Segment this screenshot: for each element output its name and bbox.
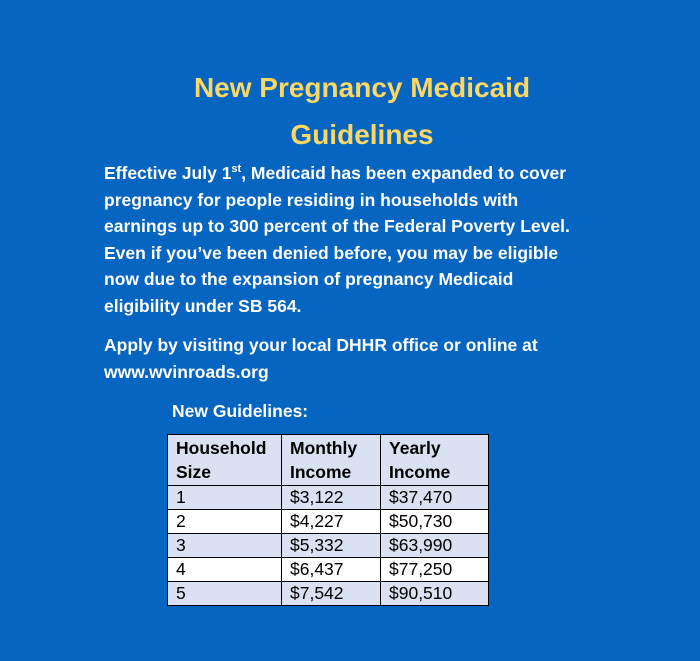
yearly-income-cell: $77,250 [381, 558, 489, 582]
monthly-income-cell: $6,437 [282, 558, 381, 582]
household-size-cell: 2 [168, 510, 282, 534]
intro-line-1 [104, 160, 624, 187]
monthly-income-cell: $7,542 [282, 582, 381, 606]
yearly-income-cell: $50,730 [381, 510, 489, 534]
header-household-size [168, 435, 282, 486]
apply-paragraph [104, 332, 624, 385]
household-size-cell: 4 [168, 558, 282, 582]
ordinal-suffix: st [231, 163, 242, 175]
monthly-income-cell: $4,227 [282, 510, 381, 534]
guidelines-label: New Guidelines: [172, 401, 309, 421]
intro-line-2: pregnancy for people residing in households with [104, 189, 519, 210]
intro-line-3: earnings up to 300 percent of the Federal Poverty Level. [104, 216, 570, 236]
header-yearly-income [381, 435, 489, 486]
apply-website: www.wvinroads.org [104, 361, 269, 382]
monthly-income-cell: $5,332 [282, 534, 381, 558]
household-size-cell: 5 [168, 582, 282, 606]
intro-line-5: now due to the expansion of pregnancy Medicaid [104, 269, 514, 289]
intro-line-6: eligibility under SB 564. [104, 295, 302, 316]
header-cell-line: Income [389, 462, 451, 482]
intro-line-1-end: , Medicaid has been expanded to cover [241, 163, 567, 183]
header-cell-line: Monthly [290, 438, 358, 458]
monthly-income-cell: $3,122 [282, 486, 381, 510]
header-cell-line: Size [176, 462, 212, 482]
title-line-1: New Pregnancy Medicaid [193, 72, 531, 103]
table-row [168, 558, 489, 582]
apply-line-1: Apply by visiting your local DHHR office or online at [104, 335, 538, 355]
header-cell-line: Household [176, 438, 267, 458]
page-title [0, 64, 700, 158]
intro-paragraph [104, 160, 624, 319]
table-header-row [168, 435, 489, 486]
header-cell-line: Income [290, 462, 352, 482]
household-size-cell: 1 [168, 486, 282, 510]
yearly-income-cell: $37,470 [381, 486, 489, 510]
yearly-income-cell: $63,990 [381, 534, 489, 558]
header-monthly-income [282, 435, 381, 486]
table-row [168, 510, 489, 534]
yearly-income-cell: $90,510 [381, 582, 489, 606]
intro-line-4: Even if you’ve been denied before, you may be eligible [104, 242, 559, 263]
guidelines-table [167, 434, 489, 606]
header-cell-line: Yearly [389, 438, 441, 458]
table-row [168, 486, 489, 510]
intro-line-1-start: Effective July 1 [104, 163, 232, 183]
table-row [168, 534, 489, 558]
title-line-2: Guidelines [290, 119, 434, 150]
table-row [168, 582, 489, 606]
household-size-cell: 3 [168, 534, 282, 558]
